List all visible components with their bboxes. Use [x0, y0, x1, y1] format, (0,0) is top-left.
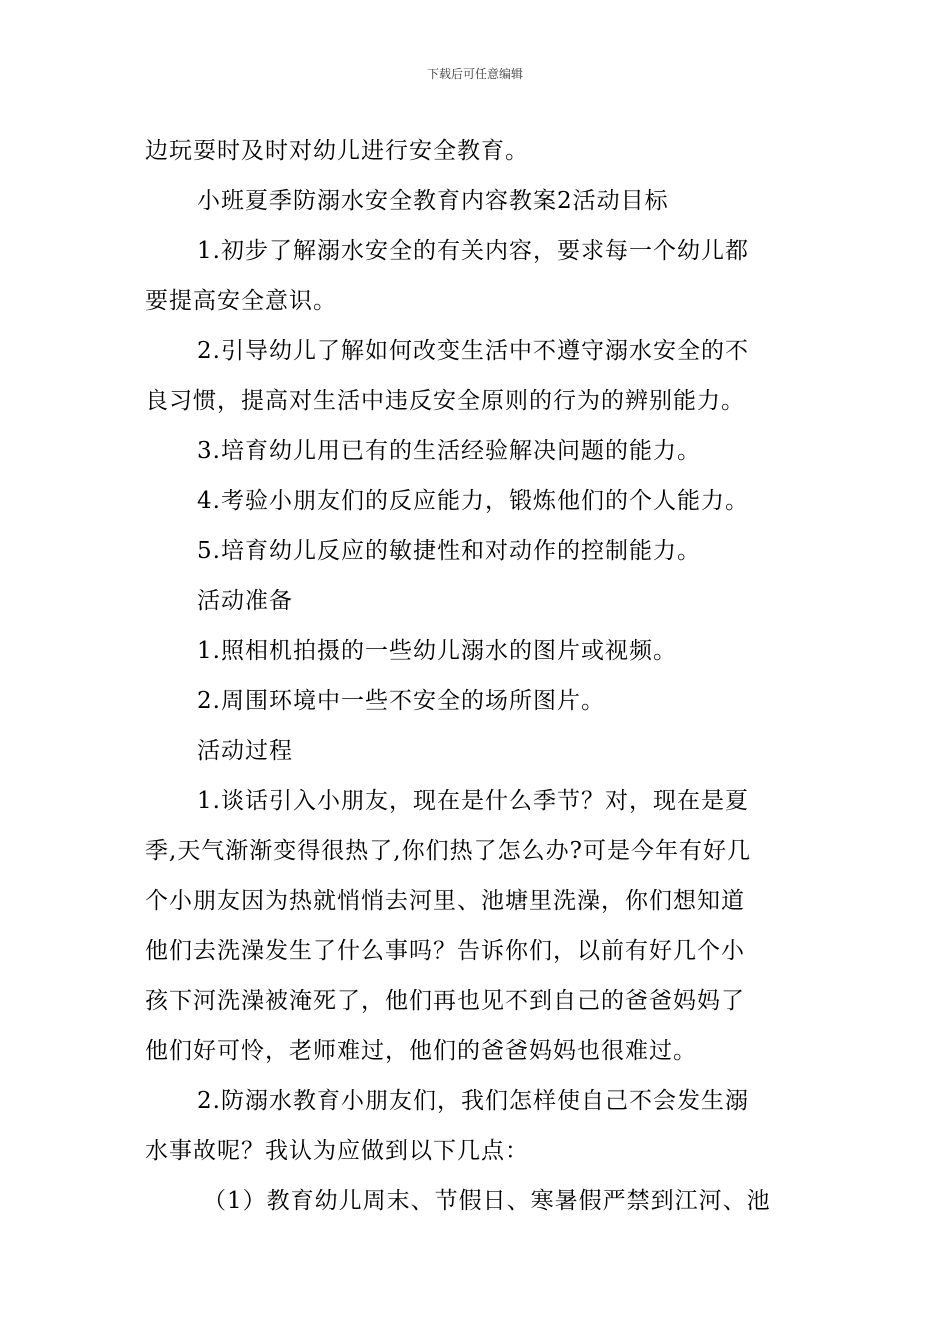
paragraph-line: 要提高安全意识。: [145, 288, 337, 314]
paragraph-line: 2.引导幼儿了解如何改变生活中不遵守溺水安全的不: [197, 338, 749, 364]
paragraph-line: （1）教育幼儿周末、节假日、寒暑假严禁到江河、池: [203, 1188, 771, 1214]
paragraph-line: 4.考验小朋友们的反应能力，锻炼他们的个人能力。: [197, 488, 749, 514]
paragraph-line: 水事故呢？我认为应做到以下几点：: [145, 1138, 529, 1164]
paragraph-line: 良习惯，提高对生活中违反安全原则的行为的辨别能力。: [145, 388, 745, 414]
paragraph-line: 孩下河洗澡被淹死了，他们再也见不到自己的爸爸妈妈了: [145, 988, 745, 1014]
section-heading: 活动过程: [197, 738, 293, 764]
paragraph-line: 季,天气渐渐变得很热了,你们热了怎么办?可是今年有好几: [145, 838, 751, 864]
paragraph-line: 边玩耍时及时对幼儿进行安全教育。: [145, 138, 529, 164]
document-body: [145, 126, 807, 1226]
section-heading: 活动准备: [197, 588, 293, 614]
paragraph-line: 他们去洗澡发生了什么事吗？告诉你们，以前有好几个小: [145, 938, 745, 964]
paragraph-line: 1.谈话引入小朋友，现在是什么季节？对，现在是夏: [197, 788, 749, 814]
paragraph-line: 1.初步了解溺水安全的有关内容，要求每一个幼儿都: [197, 238, 749, 264]
paragraph-line: 个小朋友因为热就悄悄去河里、池塘里洗澡，你们想知道: [145, 888, 745, 914]
paragraph-line: 2.周围环境中一些不安全的场所图片。: [197, 688, 605, 714]
paragraph-line: 3.培育幼儿用已有的生活经验解决问题的能力。: [197, 438, 701, 464]
paragraph-line: 他们好可怜，老师难过，他们的爸爸妈妈也很难过。: [145, 1038, 697, 1064]
page-header: 下载后可任意编辑: [426, 67, 523, 81]
paragraph-line: 1.照相机拍摄的一些幼儿溺水的图片或视频。: [197, 638, 677, 664]
paragraph-line: 2.防溺水教育小朋友们，我们怎样使自己不会发生溺: [197, 1088, 749, 1114]
paragraph-line: 5.培育幼儿反应的敏捷性和对动作的控制能力。: [197, 538, 701, 564]
section-heading: 小班夏季防溺水安全教育内容教案2活动目标: [197, 188, 669, 214]
